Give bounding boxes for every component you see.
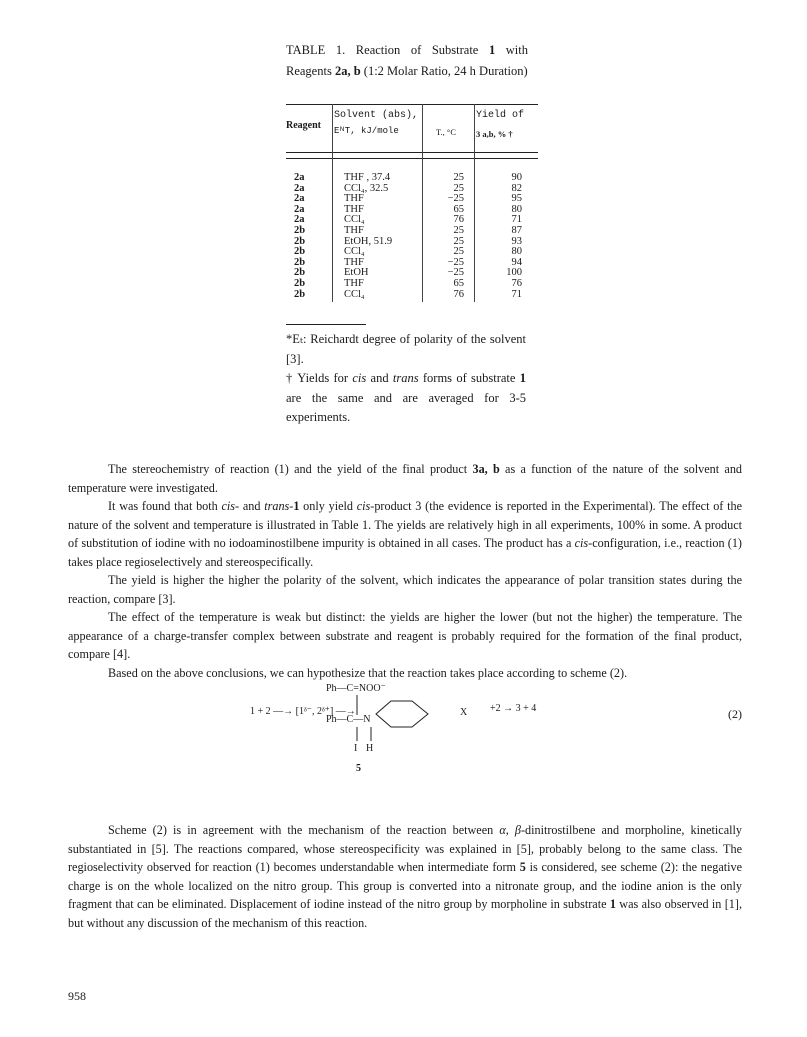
table-header-rule [286, 152, 538, 153]
paragraph: Based on the above conclusions, we can hypothesize that the reaction takes place according to scheme (2). [108, 665, 628, 680]
scheme-center: Ph—C—N [326, 714, 371, 725]
table-cell: 76 [453, 214, 464, 226]
footnote-yields: † Yields for cis and trans forms of substrate 1 are the same and are averaged for 3-5 experiments. [286, 371, 526, 424]
footnote-rule [286, 324, 366, 325]
paragraph: The effect of the temperature is weak but distinct: the yields are higher the lower (but not the higher) the temperature. The appearance of a charge-transfer complex between substrate and reagent is probably required for the formation of the final product, compare [4]. [68, 610, 742, 661]
paragraph: It was found that both cis- and trans-1 only yield cis-product 3 (the evidence is reported in the Experimental). The effect of the nature of the solvent and temperature is illustrated in Table 1. The yields are relatively high in all experiments, 100% in some. A product of substitution of iodine with no iodoaminostilbene impurity is obtained in all cases. The product has a cis-configuration, i.e., reaction (1) takes place regioselectively and stereospecifically. [68, 499, 742, 569]
table-cell: CCl₄ [344, 214, 365, 226]
reaction-scheme [250, 683, 750, 783]
scheme-label: (2) [728, 707, 742, 721]
column-reagent [294, 173, 324, 300]
table-cell: 90 [511, 172, 522, 183]
table-cell: EtOH, 51.9 [344, 235, 393, 247]
header-yield: Yield of 3 a,b, % † [476, 110, 525, 139]
table-cell: 25 [453, 235, 464, 247]
table-cell: 2b [294, 246, 306, 258]
table-caption: TABLE 1. Reaction of Substrate 1 with Reagents 2a, b (1:2 Molar Ratio, 24 h Duration) [286, 43, 528, 78]
table-cell: 71 [511, 288, 522, 300]
footnote-polarity: *Eₜ: Reichardt degree of polarity of the solvent [3]. [286, 332, 526, 366]
table-cell: 25 [453, 224, 464, 236]
table-cell: 25 [453, 182, 464, 194]
table-cell: 25 [453, 246, 464, 258]
table-cell: THF [344, 256, 364, 268]
table-cell: −25 [447, 256, 464, 268]
table-cell: 25 [453, 172, 464, 183]
table-footnotes [286, 330, 526, 428]
scheme-iodine: I [354, 743, 358, 754]
table-cell: −25 [447, 267, 464, 279]
table-cell: −25 [447, 193, 464, 205]
column-yield [486, 173, 522, 300]
results-table [286, 104, 538, 304]
scheme-x: X [460, 707, 468, 718]
table-cell: 2b [294, 224, 306, 236]
table-cell: 76 [453, 288, 464, 300]
table-cell: 100 [506, 267, 522, 279]
table-cell: 2a [294, 203, 305, 215]
table-cell: THF [344, 277, 364, 289]
table-cell: 94 [511, 256, 522, 268]
table-cell: 2a [294, 182, 305, 194]
table-cell: THF , 37.4 [344, 172, 391, 183]
table-cell: 95 [511, 193, 522, 205]
scheme-number: 5 [356, 763, 361, 774]
column-temperature [428, 173, 464, 300]
table-cell: CCl₄ [344, 288, 365, 300]
table-cell: 93 [511, 235, 522, 247]
table-cell: THF [344, 193, 364, 205]
scheme-bonds [250, 683, 750, 783]
paragraph: The yield is higher the higher the polarity of the solvent, which indicates the appearance of polar transition states during the reaction, compare [3]. [68, 573, 742, 606]
page-number: 958 [68, 989, 86, 1003]
scheme-nitronate: Ph—C=NOO⁻ [326, 683, 386, 694]
table-cell: 65 [453, 277, 464, 289]
table-cell: 80 [511, 203, 522, 215]
table-cell: 76 [511, 277, 522, 289]
table-cell: 2a [294, 172, 305, 183]
morpholine-ring [376, 701, 428, 727]
table-cell: 82 [511, 182, 522, 194]
table-cell: THF [344, 203, 364, 215]
paragraph: The stereochemistry of reaction (1) and the yield of the final product 3a, b as a function of the nature of the solvent and temperature were investigated. [68, 462, 743, 495]
table-cell: 87 [511, 224, 522, 236]
table-cell: THF [344, 224, 364, 236]
table-cell: 2b [294, 288, 306, 300]
table-header-rule-2 [286, 158, 538, 159]
table-cell: CCl₄ [344, 246, 365, 258]
table-cell: 71 [511, 214, 522, 226]
header-temp: T., °C [436, 127, 457, 137]
scheme-reactants: 1 + 2 —→ [1ᵟ⁻, 2ᵟ⁺] —→ [250, 706, 356, 717]
table-cell: EtOH [344, 267, 369, 279]
table-divider [474, 104, 475, 302]
table-cell: 2a [294, 193, 305, 205]
scheme-products: +2 → 3 + 4 [490, 703, 537, 714]
table-cell: 2b [294, 277, 306, 289]
body-text [68, 460, 742, 682]
table-cell: 2b [294, 256, 306, 268]
paragraph: Scheme (2) is in agreement with the mechanism of the reaction between α, β-dinitrostilbene and morpholine, kinetically substantiated in [5]. The reactions compared, whose stereospecificity was explained in [5], probably belong to the same class. The regioselectivity observed for reaction (1) becomes understandable when intermediate form 5 is considered, see scheme (2): the negative charge is on the whole localized on the nitro group. This group is converted into a nitronate group, and the iodine anion is the only fragment that can be eliminated. Displacement of iodine instead of the nitro group by morpholine in substrate 1 was also observed in [1], but without any discussion of the mechanism of this reaction. [68, 823, 743, 930]
table-cell: 80 [511, 246, 522, 258]
table-cell: 65 [453, 203, 464, 215]
table-cell: 2b [294, 267, 306, 279]
column-solvent [344, 173, 424, 300]
table-divider [332, 104, 333, 302]
header-reagent: Reagent [286, 120, 321, 131]
scheme-hydrogen: H [366, 743, 374, 754]
header-solvent: Solvent (abs), EᴺT, kJ/mole [334, 110, 419, 136]
table-top-rule [286, 104, 538, 105]
table-cell: 2a [294, 214, 305, 226]
table-cell: 2b [294, 235, 306, 247]
table-cell: CCl₄, 32.5 [344, 182, 389, 194]
body-text-continued [68, 821, 742, 932]
